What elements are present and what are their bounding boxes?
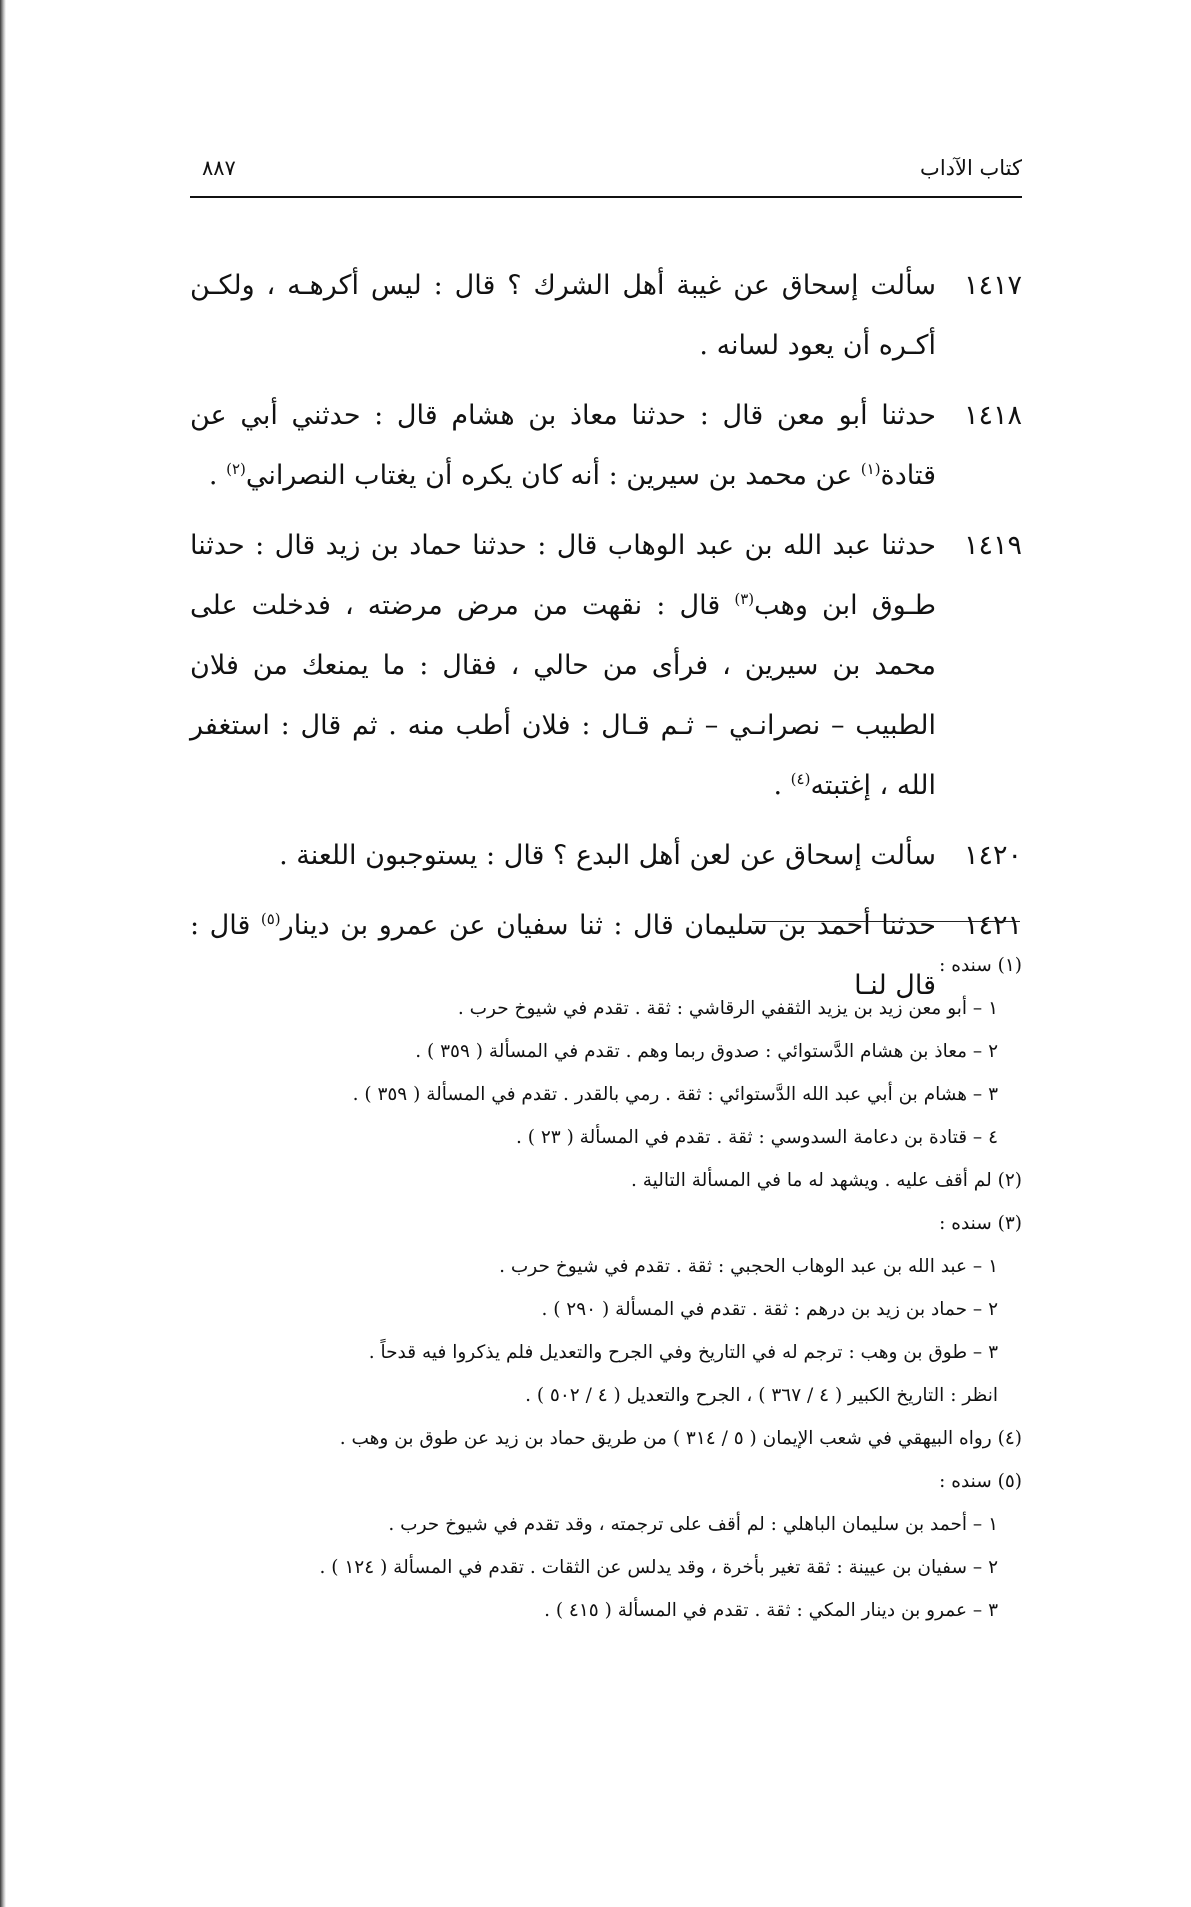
page-number: ٨٨٧ xyxy=(202,156,236,180)
footnote-line: (٥) سنده : xyxy=(939,1471,1022,1492)
entry-1418 xyxy=(190,386,1022,506)
entry-text-part: . xyxy=(208,460,227,491)
entry-text xyxy=(190,516,936,816)
footnote-line: ٢ – حماد بن زيد بن درهم : ثقة . تقدم في المسألة ( ٢٩٠ ) . xyxy=(541,1299,998,1320)
footnote-line: ١ – عبد الله بن عبد الوهاب الحجبي : ثقة . تقدم في شيوخ حرب . xyxy=(499,1256,998,1277)
footnote-rule xyxy=(752,921,1020,922)
entry-1417 xyxy=(190,256,1022,376)
entry-text-part: عن محمد بن سيرين : أنه كان يكره أن يغتاب النصراني xyxy=(245,460,861,491)
entry-text-part: قال : نقهت من مرض مرضته ، فدخلت على محمد بن سيرين ، فرأى من حالي ، فقال : ما يمنعك من فلان الطبيب – نصرانـي – ثـم قـال : فلان أطب منه . ثم قال : استغفر الله ، إغتبته xyxy=(190,590,936,801)
footnote-marker: (٣) xyxy=(734,590,755,608)
footnote-line: ٣ – طوق بن وهب : ترجم له في التاريخ وفي الجرح والتعديل فلم يذكروا فيه قدحاً . xyxy=(368,1342,998,1363)
footnote-line: ٣ – هشام بن أبي عبد الله الدَّستوائي : ثقة . رمي بالقدر . تقدم في المسألة ( ٣٥٩ ) . xyxy=(352,1084,998,1105)
entry-text xyxy=(190,386,936,506)
entry-1420 xyxy=(190,826,1022,886)
footnote-line: ٢ – سفيان بن عيينة : ثقة تغير بأخرة ، وقد يدلس عن الثقات . تقدم في المسألة ( ١٢٤ ) . xyxy=(319,1557,998,1578)
entry-text: سألت إسحاق عن لعن أهل البدع ؟ قال : يستوجبون اللعنة . xyxy=(279,840,936,871)
entry-number: ١٤١٨ xyxy=(963,400,1022,431)
entry-number: ١٤٢١ xyxy=(963,910,1022,941)
footnote-line: ٤ – قتادة بن دعامة السدوسي : ثقة . تقدم في المسألة ( ٢٣ ) . xyxy=(515,1127,998,1148)
footnote-line: ١ – أحمد بن سليمان الباهلي : لم أقف على ترجمته ، وقد تقدم في شيوخ حرب . xyxy=(388,1514,998,1535)
footnotes xyxy=(190,944,1022,1632)
entry-number: ١٤١٧ xyxy=(963,270,1022,301)
entry-1419 xyxy=(190,516,1022,816)
page-edge-shadow xyxy=(0,0,6,1907)
footnote-line: ١ – أبو معن زيد بن يزيد الثقفي الرقاشي : ثقة . تقدم في شيوخ حرب . xyxy=(457,998,998,1019)
footnote-line: (١) سنده : xyxy=(939,955,1022,976)
entry-text-part: حدثنا عبد الله بن عبد الوهاب قال : حدثنا حماد بن زيد قال : حدثنا طـوق ابن وهب xyxy=(190,530,936,621)
entry-number: ١٤١٩ xyxy=(963,530,1022,561)
book-title: كتاب الآداب xyxy=(920,156,1022,180)
entry-text-part: قال : قال لنـا xyxy=(190,910,936,1001)
footnote-marker: (٤) xyxy=(790,770,811,788)
footnote-marker: (١) xyxy=(860,460,881,478)
entry-text-part: حدثنا أبو معن قال : حدثنا معاذ بن هشام قال : حدثني أبي عن قتادة xyxy=(190,400,936,491)
entries-list xyxy=(190,256,1022,1026)
footnote-line: (٤) رواه البيهقي في شعب الإيمان ( ٥ / ٣١٤ ) من طريق حماد بن زيد عن طوق بن وهب . xyxy=(339,1428,1022,1449)
footnote-line: ٣ – عمرو بن دينار المكي : ثقة . تقدم في المسألة ( ٤١٥ ) . xyxy=(544,1600,998,1621)
footnote-line: ٢ – معاذ بن هشام الدَّستوائي : صدوق ربما وهم . تقدم في المسألة ( ٣٥٩ ) . xyxy=(415,1041,998,1062)
entry-text-part: . xyxy=(773,770,791,801)
footnote-line: (٣) سنده : xyxy=(939,1213,1022,1234)
header-rule xyxy=(190,196,1022,198)
footnote-line: انظر : التاريخ الكبير ( ٤ / ٣٦٧ ) ، الجرح والتعديل ( ٤ / ٥٠٢ ) . xyxy=(525,1385,998,1406)
entry-number: ١٤٢٠ xyxy=(963,840,1022,871)
footnote-marker: (٥) xyxy=(260,910,281,928)
entry-text-part: حدثنا أحمد بن سليمان قال : ثنا سفيان عن عمرو بن دينار xyxy=(280,910,936,941)
footnote-line: (٢) لم أقف عليه . ويشهد له ما في المسألة التالية . xyxy=(630,1170,1022,1191)
running-header xyxy=(190,156,1022,198)
entry-text: سألت إسحاق عن غيبة أهل الشرك ؟ قال : ليس أكرهـه ، ولكـن أكـره أن يعود لسانه . xyxy=(190,270,936,361)
footnote-marker: (٢) xyxy=(226,460,246,478)
